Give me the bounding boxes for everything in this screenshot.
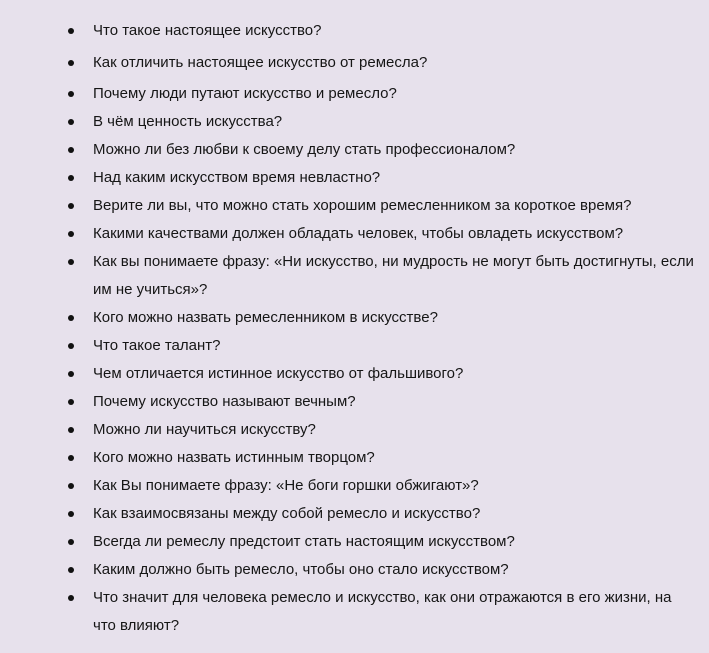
list-item <box>66 332 696 360</box>
list-item <box>66 108 696 136</box>
bullet-icon <box>68 60 74 66</box>
bullet-icon <box>68 427 74 433</box>
question-text: Можно ли научиться искусству? <box>93 421 316 438</box>
bullet-icon <box>68 455 74 461</box>
question-text: Кого можно назвать ремесленником в искусстве? <box>93 309 438 326</box>
question-text: Кого можно назвать истинным творцом? <box>93 449 375 466</box>
list-item <box>66 416 696 444</box>
question-text: Что такое талант? <box>93 337 221 354</box>
bullet-icon <box>68 595 74 601</box>
bullet-icon <box>68 371 74 377</box>
question-text: Как вы понимаете фразу: «Ни искусство, ни мудрость не могут быть достигнуты, если им не учиться»? <box>93 253 694 298</box>
question-text: Что такое настоящее искусство? <box>93 22 322 39</box>
question-text: Над каким искусством время невластно? <box>93 169 381 186</box>
list-item <box>66 388 696 416</box>
bullet-icon <box>68 539 74 545</box>
bullet-icon <box>68 203 74 209</box>
list-item <box>66 584 696 640</box>
bullet-icon <box>68 399 74 405</box>
bullet-icon <box>68 315 74 321</box>
bullet-icon <box>68 259 74 265</box>
bullet-icon <box>68 28 74 34</box>
list-item <box>66 528 696 556</box>
list-item <box>66 500 696 528</box>
list-item <box>66 80 696 108</box>
list-item <box>66 360 696 388</box>
bullet-icon <box>68 511 74 517</box>
bullet-icon <box>68 147 74 153</box>
list-item <box>66 164 696 192</box>
list-item <box>66 556 696 584</box>
list-item <box>66 192 696 220</box>
bullet-icon <box>68 91 74 97</box>
bullet-icon <box>68 175 74 181</box>
bullet-icon <box>68 231 74 237</box>
question-text: Почему люди путают искусство и ремесло? <box>93 85 397 102</box>
bullet-icon <box>68 343 74 349</box>
question-text: Как взаимосвязаны между собой ремесло и искусство? <box>93 505 481 522</box>
question-text: Какими качествами должен обладать человек, чтобы овладеть искусством? <box>93 225 624 242</box>
bullet-icon <box>68 483 74 489</box>
list-item <box>66 444 696 472</box>
question-text: Каким должно быть ремесло, чтобы оно стало искусством? <box>93 561 509 578</box>
question-text: Верите ли вы, что можно стать хорошим ремесленником за короткое время? <box>93 197 632 214</box>
question-text: В чём ценность искусства? <box>93 113 283 130</box>
question-text: Что значит для человека ремесло и искусство, как они отражаются в его жизни, на что влияют? <box>93 589 672 634</box>
list-item <box>66 220 696 248</box>
question-text: Как Вы понимаете фразу: «Не боги горшки обжигают»? <box>93 477 479 494</box>
question-text: Можно ли без любви к своему делу стать профессионалом? <box>93 141 516 158</box>
list-item <box>66 304 696 332</box>
list-item <box>66 49 696 77</box>
question-text: Как отличить настоящее искусство от ремесла? <box>93 54 428 71</box>
list-item <box>66 17 696 45</box>
list-item <box>66 472 696 500</box>
bullet-icon <box>68 567 74 573</box>
bullet-icon <box>68 119 74 125</box>
list-item <box>66 136 696 164</box>
question-text: Почему искусство называют вечным? <box>93 393 356 410</box>
question-list <box>66 17 696 640</box>
question-text: Всегда ли ремеслу предстоит стать настоящим искусством? <box>93 533 515 550</box>
question-text: Чем отличается истинное искусство от фальшивого? <box>93 365 464 382</box>
list-item <box>66 248 696 304</box>
